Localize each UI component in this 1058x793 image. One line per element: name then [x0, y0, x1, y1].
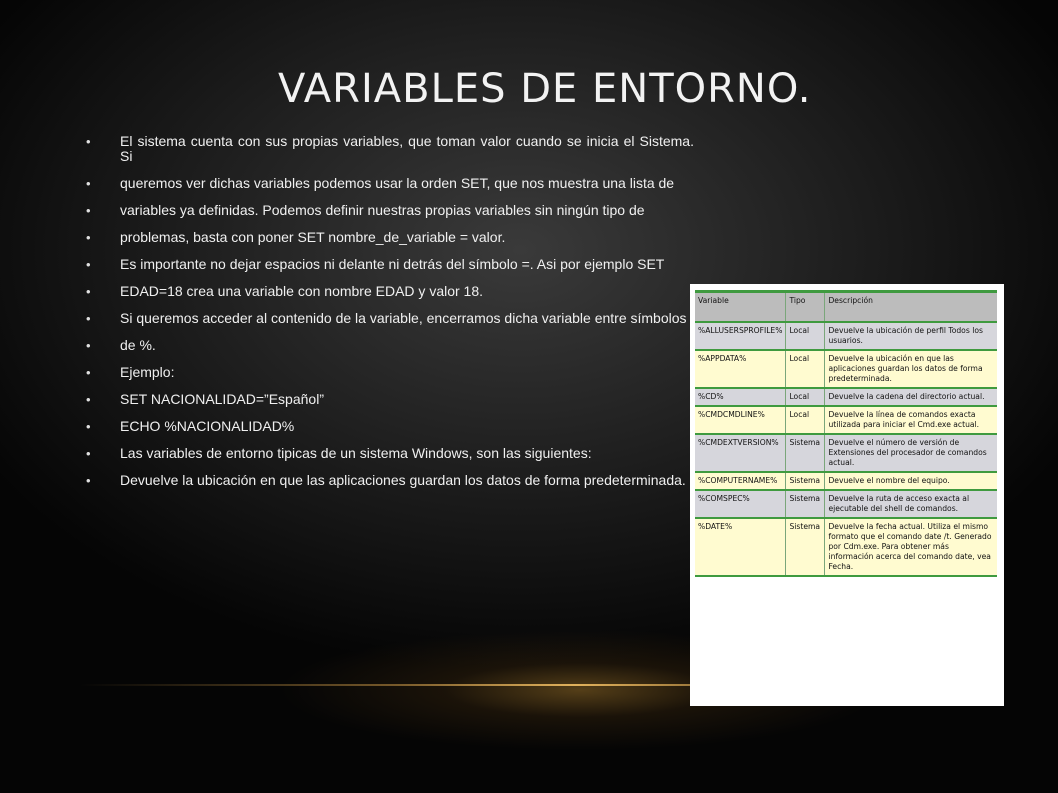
cell-tipo: Local — [786, 388, 825, 406]
bullet-dot-icon: • — [86, 473, 91, 488]
bullet-dot-icon: • — [86, 365, 91, 380]
bullet-item — [86, 419, 694, 434]
cell-descripcion: Devuelve el nombre del equipo. — [825, 472, 997, 490]
column-header-variable: Variable — [698, 296, 729, 305]
bullet-item — [86, 365, 694, 380]
bullet-text: queremos ver dichas variables podemos usar la orden SET, que nos muestra una lista de — [120, 175, 675, 191]
bullet-item — [86, 176, 694, 191]
cell-tipo: Local — [786, 406, 825, 434]
bullet-dot-icon: • — [86, 392, 91, 407]
cell-tipo: Sistema — [786, 518, 825, 576]
cell-tipo: Local — [786, 322, 825, 350]
bullet-text: de %. — [120, 337, 156, 353]
bullet-item — [86, 284, 694, 299]
table-row — [695, 434, 997, 472]
cell-descripcion: Devuelve la ubicación en que las aplicaciones guardan los datos de forma predeterminada. — [825, 350, 997, 388]
variables-table — [695, 290, 997, 577]
table-header-row — [695, 292, 997, 323]
bullet-item — [86, 473, 694, 488]
bullet-dot-icon: • — [86, 419, 91, 434]
bullet-item — [86, 257, 694, 272]
cell-variable: %ALLUSERSPROFILE% — [698, 326, 783, 335]
bullet-text: EDAD=18 crea una variable con nombre EDAD y valor 18. — [120, 283, 484, 299]
bullet-item — [86, 203, 694, 218]
bullet-item — [86, 230, 694, 245]
bullet-text: problemas, basta con poner SET nombre_de_variable = valor. — [120, 229, 506, 245]
bullet-dot-icon: • — [86, 284, 91, 299]
bullet-dot-icon: • — [86, 257, 91, 272]
cell-descripcion: Devuelve la cadena del directorio actual. — [825, 388, 997, 406]
bullet-text: Si queremos acceder al contenido de la variable, encerramos dicha variable entre símbolos — [120, 310, 687, 326]
table-body — [695, 322, 997, 576]
cell-variable: %CD% — [698, 392, 724, 401]
bullet-item — [86, 134, 694, 164]
bullet-text: Las variables de entorno tipicas de un sistema Windows, son las siguientes: — [120, 445, 592, 461]
cell-tipo: Sistema — [786, 472, 825, 490]
bullet-item — [86, 446, 694, 461]
cell-descripcion: Devuelve el número de versión de Extensiones del procesador de comandos actual. — [825, 434, 997, 472]
column-header-tipo: Tipo — [786, 292, 825, 323]
cell-tipo: Sistema — [786, 490, 825, 518]
cell-tipo: Local — [786, 350, 825, 388]
bullet-text: Devuelve la ubicación en que las aplicaciones guardan los datos de forma predeterminada. — [120, 472, 686, 488]
table-row — [695, 322, 997, 350]
bullet-dot-icon: • — [86, 230, 91, 245]
table-row — [695, 472, 997, 490]
column-header-descripcion: Descripción — [825, 292, 997, 323]
cell-descripcion: Devuelve la línea de comandos exacta utilizada para iniciar el Cmd.exe actual. — [825, 406, 997, 434]
slide-title: VARIABLES DE ENTORNO. — [278, 66, 812, 112]
cell-variable: %CMDEXTVERSION% — [698, 438, 779, 447]
cell-variable: %CMDCMDLINE% — [698, 410, 765, 419]
bullet-dot-icon: • — [86, 203, 91, 218]
bullet-item — [86, 311, 694, 326]
cell-variable: %APPDATA% — [698, 354, 747, 363]
bullet-text: variables ya definidas. Podemos definir nuestras propias variables sin ningún tipo de — [120, 202, 645, 218]
bullet-text: SET NACIONALIDAD=”Español” — [120, 391, 324, 407]
table-row — [695, 406, 997, 434]
cell-descripcion: Devuelve la fecha actual. Utiliza el mismo formato que el comando date /t. Generado por Cdm.exe. Para obtener más información acerca del comando date, vea Fecha. — [825, 518, 997, 576]
bullet-dot-icon: • — [86, 338, 91, 353]
bullet-dot-icon: • — [86, 134, 91, 149]
table-row — [695, 490, 997, 518]
table-row — [695, 518, 997, 576]
bullet-item — [86, 392, 694, 407]
cell-variable: %COMSPEC% — [698, 494, 750, 503]
cell-tipo: Sistema — [786, 434, 825, 472]
table-row — [695, 388, 997, 406]
bullet-text: El sistema cuenta con sus propias variables, que toman valor cuando se inicia el Sistema. Si — [120, 133, 694, 164]
table-row — [695, 350, 997, 388]
bullet-item — [86, 338, 694, 353]
bullet-text: Ejemplo: — [120, 364, 175, 380]
variables-table-image — [690, 284, 1004, 706]
cell-variable: %COMPUTERNAME% — [698, 476, 778, 485]
cell-descripcion: Devuelve la ruta de acceso exacta al ejecutable del shell de comandos. — [825, 490, 997, 518]
bullet-dot-icon: • — [86, 446, 91, 461]
bullet-text: Es importante no dejar espacios ni delante ni detrás del símbolo =. Asi por ejemplo SET — [120, 256, 665, 272]
bullet-list — [86, 134, 694, 500]
bullet-dot-icon: • — [86, 176, 91, 191]
cell-descripcion: Devuelve la ubicación de perfil Todos los usuarios. — [825, 322, 997, 350]
cell-variable: %DATE% — [698, 522, 733, 531]
bullet-text: ECHO %NACIONALIDAD% — [120, 418, 295, 434]
bullet-dot-icon: • — [86, 311, 91, 326]
